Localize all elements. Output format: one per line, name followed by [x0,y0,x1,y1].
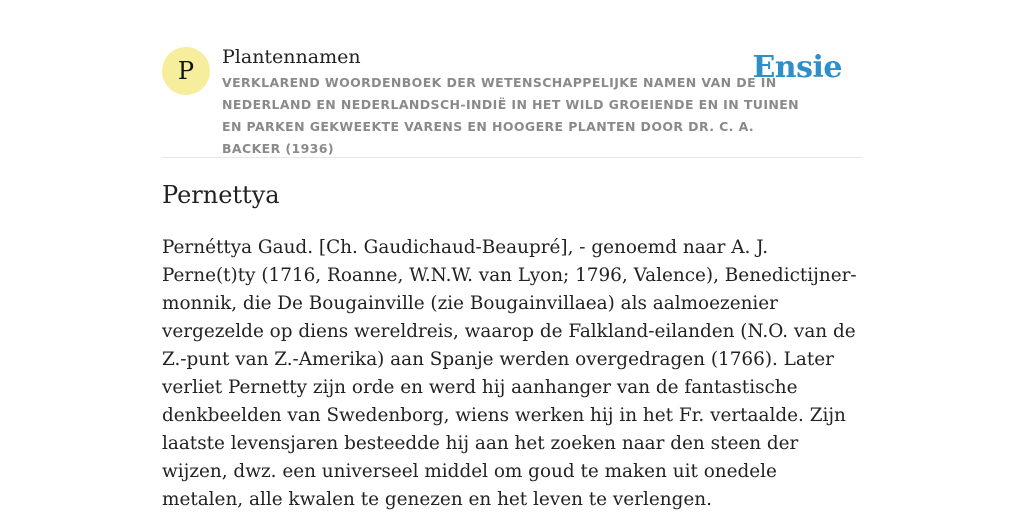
book-logo[interactable]: P [162,47,210,95]
book-title[interactable]: Plantennamen [222,46,361,68]
entry-title: Pernettya [162,181,280,209]
ensie-logo[interactable]: Ensie [752,50,842,85]
page [162,0,862,510]
header [162,0,862,158]
entry-body: Pernéttya Gaud. [Ch. Gaudichaud-Beaupré], - genoemd naar A. J. Perne(t)ty (1716, Roanne, W.N.W. van Lyon; 1796, Valence), Benedictijner-monnik, die De Bougainville (zie Bougainvillaea) als aalmoezenier vergezelde op diens wereldreis, waarop de Falkland-eilanden (N.O. van de Z.-punt van Z.-Amerika) aan Spanje werden overgedragen (1766). Later verliet Pernetty zijn orde en werd hij aanhanger van de fantastische denkbeelden van Swedenborg, wiens werken hij in het Fr. vertaalde. Zijn laatste levensjaren besteedde hij aan het zoeken naar den steen der wijzen, dwz. een universeel middel om goud te maken uit onedele metalen, alle kwalen te genezen en het leven te verlengen. [162,237,857,510]
book-subtitle: VERKLAREND WOORDENBOEK DER WETENSCHAPPELIJKE NAMEN VAN DE IN NEDERLAND EN NEDERLANDSCH-INDIË IN HET WILD GROEIENDE EN IN TUINEN EN PARKEN GEKWEEKTE VARENS EN HOOGERE PLANTEN DOOR DR. C. A. BACKER (1936) [222,75,800,156]
